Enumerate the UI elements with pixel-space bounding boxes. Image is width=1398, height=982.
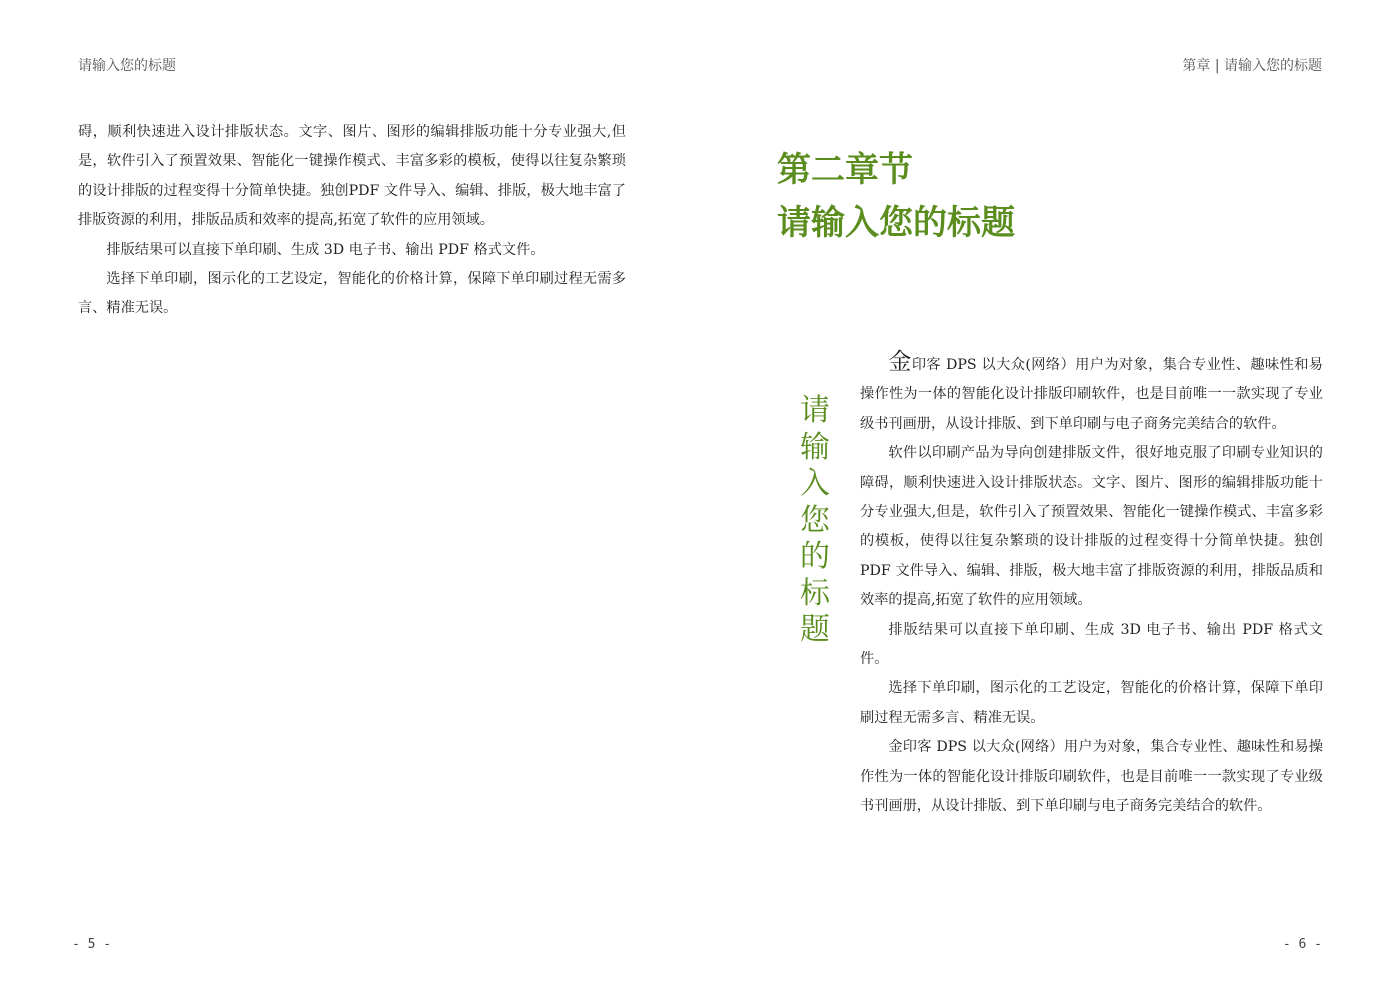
right-paragraph-3: 排版结果可以直接下单印刷、生成 3D 电子书、输出 PDF 格式文件。 [860,621,1323,668]
vertical-title-char: 请 [800,393,830,428]
vertical-title-char: 题 [800,612,830,647]
right-paragraph-1-text: 印客 DPS 以大众(网络）用户为对象，集合专业性、趣味性和易操作性为一体的智能化设计排版印刷软件，也是目前唯一一款实现了专业级书刊画册，从设计排版、到下单印刷与电子商务完美结合的软件。 [860,357,1323,432]
left-body-text [78,118,626,324]
drop-cap: 金 [888,349,912,375]
page-number-right: - 6 - [1282,937,1322,952]
page-number-left: - 5 - [72,937,112,952]
running-head-left: 请输入您的标题 [78,58,176,74]
vertical-title-char: 您 [800,502,830,538]
right-paragraph-5: 金印客 DPS 以大众(网络）用户为对象，集合专业性、趣味性和易操作性为一体的智能化设计排版印刷软件，也是目前唯一一款实现了专业级书刊画册，从设计排版、到下单印刷与电子商务完美结合的软件。 [860,739,1323,815]
vertical-title-char: 标 [800,575,830,611]
right-paragraph-1 [860,351,1323,439]
left-paragraph-1: 碍，顺利快速进入设计排版状态。文字、图片、图形的编辑排版功能十分专业强大,但是，软件引入了预置效果、智能化一键操作模式、丰富多彩的模板，使得以往复杂繁琐的设计排版的过程变得十分简单快捷。独创PDF 文件导入、编辑、排版，极大地丰富了排版资源的利用，排版品质和效率的提高,拓宽了软件的应用领域。 [78,124,626,229]
right-body-text [860,351,1323,822]
chapter-number: 第二章节 [777,150,913,190]
vertical-title-char: 的 [800,539,830,574]
vertical-title-char: 输 [800,429,830,465]
chapter-heading: 请输入您的标题 [777,203,1015,243]
running-head-right: 第章 | 请输入您的标题 [1182,58,1322,74]
chapter-title [777,144,1015,250]
vertical-title [795,393,835,649]
right-paragraph-4: 选择下单印刷，图示化的工艺设定，智能化的价格计算，保障下单印刷过程无需多言、精准无误。 [860,680,1323,726]
left-paragraph-2: 排版结果可以直接下单印刷、生成 3D 电子书、输出 PDF 格式文件。 [106,241,545,258]
vertical-title-char: 入 [800,466,830,501]
left-paragraph-3: 选择下单印刷，图示化的工艺设定，智能化的价格计算，保障下单印刷过程无需多言、精准无误。 [78,271,626,317]
right-paragraph-2: 软件以印刷产品为导向创建排版文件，很好地克服了印刷专业知识的障碍，顺利快速进入设计排版状态。文字、图片、图形的编辑排版功能十分专业强大,但是，软件引入了预置效果、智能化一键操作模式、丰富多彩的模板，使得以往复杂繁琐的设计排版的过程变得十分简单快捷。独创PDF 文件导入、编辑、排版，极大地丰富了排版资源的利用，排版品质和效率的提高,拓宽了软件的应用领域。 [860,445,1323,609]
